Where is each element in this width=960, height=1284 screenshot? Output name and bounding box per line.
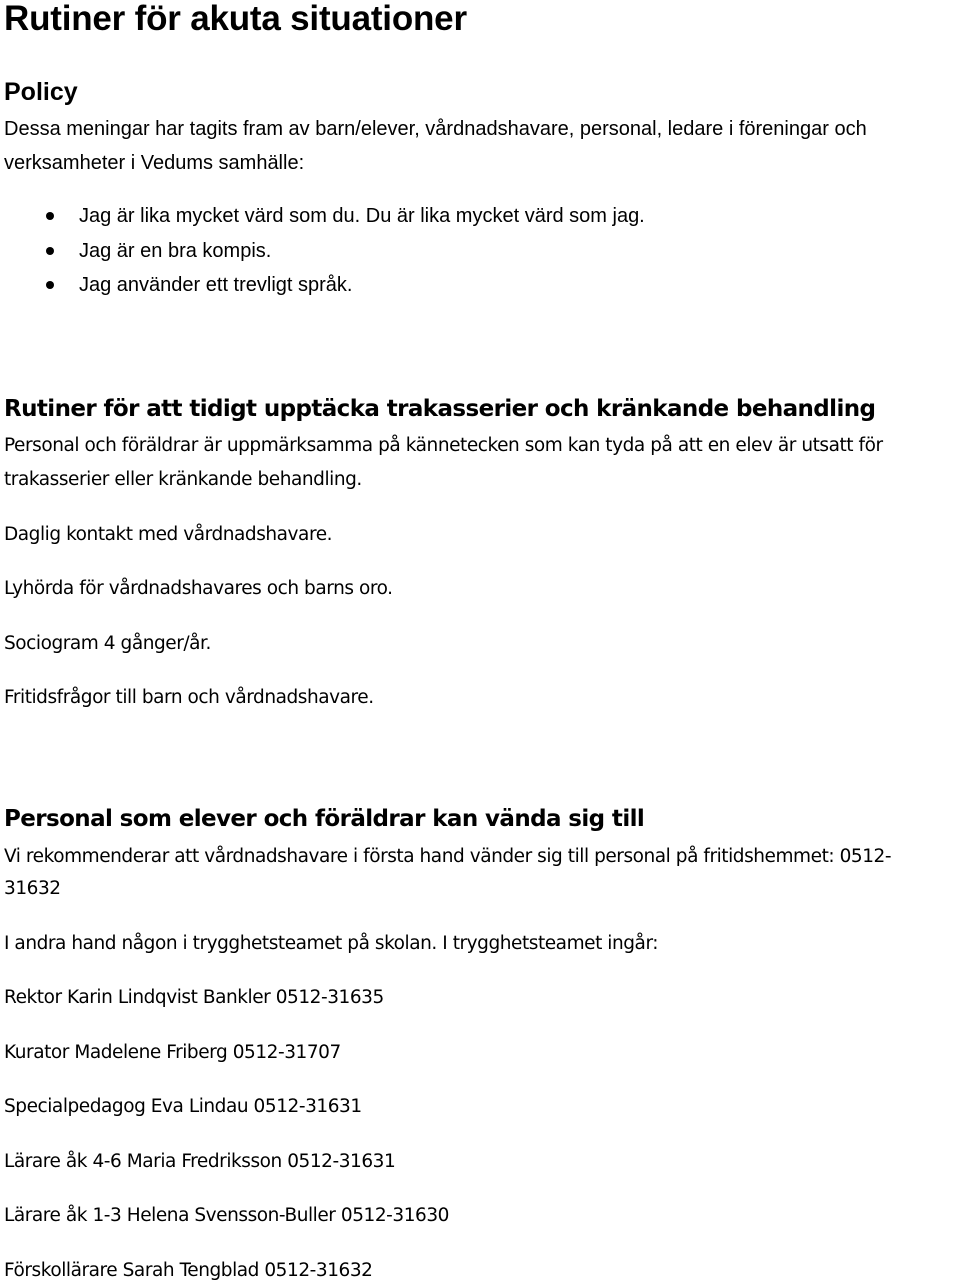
policy-bullet-list: [0, 204, 645, 308]
policy-heading: Policy: [4, 78, 78, 106]
early-detection-item: Fritidsfrågor till barn och vårdnadshavare.: [4, 687, 374, 708]
contacts-paragraph-line-1: Vi rekommenderar att vårdnadshavare i första hand vänder sig till personal på fritidshemmet: 0512-: [4, 846, 892, 867]
contact-person: Förskollärare Sarah Tengblad 0512-31632: [4, 1260, 373, 1281]
early-detection-heading: Rutiner för att tidigt upptäcka trakasserier och kränkande behandling: [4, 396, 876, 422]
contacts-paragraph-line-2: 31632: [4, 878, 61, 899]
policy-intro-line-1: Dessa meningar har tagits fram av barn/elever, vårdnadshavare, personal, ledare i föreningar och: [4, 118, 867, 140]
contact-person: Lärare åk 4-6 Maria Fredriksson 0512-31631: [4, 1151, 396, 1172]
bullet-icon: [46, 247, 54, 255]
contact-person: Specialpedagog Eva Lindau 0512-31631: [4, 1096, 362, 1117]
contacts-second-hand: I andra hand någon i trygghetsteamet på skolan. I trygghetsteamet ingår:: [4, 933, 659, 954]
contact-person: Kurator Madelene Friberg 0512-31707: [4, 1042, 341, 1063]
early-detection-item: Daglig kontakt med vårdnadshavare.: [4, 524, 333, 545]
bullet-icon: [46, 281, 54, 289]
early-detection-paragraph-line-1: Personal och föräldrar är uppmärksamma på kännetecken som kan tyda på att en elev är utsatt för: [4, 435, 883, 456]
policy-bullet-item: [0, 204, 645, 239]
policy-bullet-item: [0, 239, 645, 274]
policy-bullet-text: Jag är lika mycket värd som du. Du är lika mycket värd som jag.: [79, 205, 645, 227]
policy-intro-line-2: verksamheter i Vedums samhälle:: [4, 152, 305, 174]
bullet-icon: [46, 212, 54, 220]
contact-person: Rektor Karin Lindqvist Bankler 0512-31635: [4, 987, 384, 1008]
policy-bullet-text: Jag använder ett trevligt språk.: [79, 274, 353, 296]
contacts-heading: Personal som elever och föräldrar kan vända sig till: [4, 806, 645, 832]
early-detection-item: Lyhörda för vårdnadshavares och barns oro.: [4, 578, 393, 599]
early-detection-paragraph-line-2: trakasserier eller kränkande behandling.: [4, 469, 362, 490]
page-title: Rutiner för akuta situationer: [4, 0, 467, 38]
early-detection-item: Sociogram 4 gånger/år.: [4, 633, 211, 654]
contact-person: Lärare åk 1-3 Helena Svensson-Buller 0512-31630: [4, 1205, 449, 1226]
policy-bullet-text: Jag är en bra kompis.: [79, 239, 272, 262]
policy-bullet-item: [0, 273, 645, 308]
